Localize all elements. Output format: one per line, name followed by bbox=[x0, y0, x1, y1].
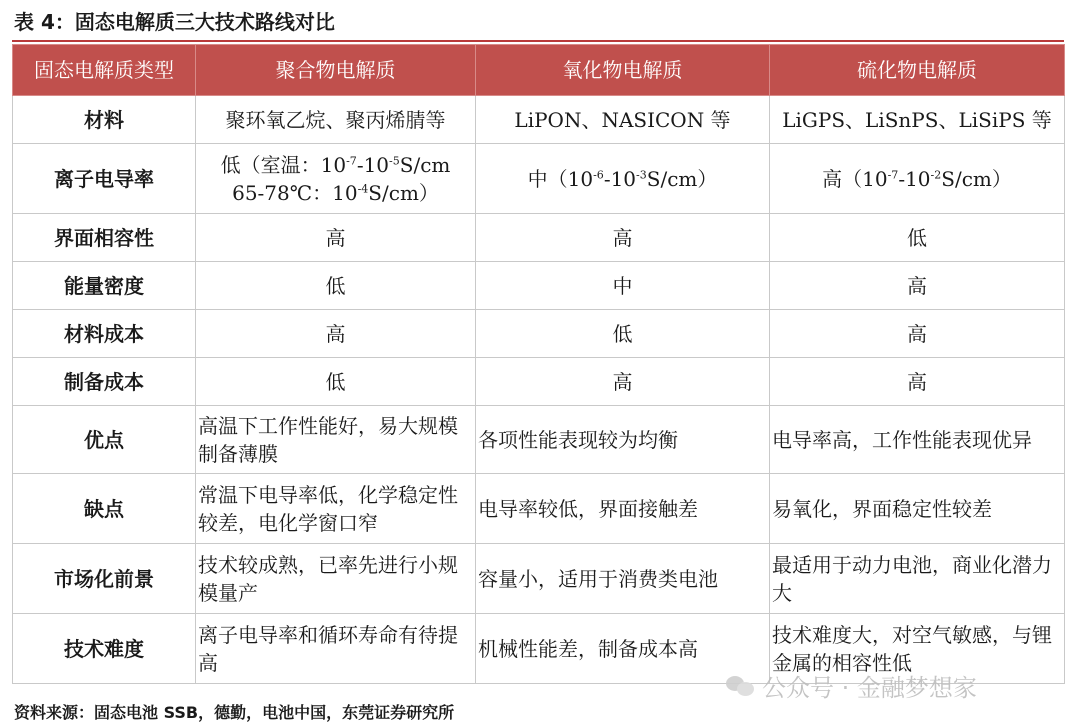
header-type: 固态电解质类型 bbox=[13, 45, 196, 96]
table-cell bbox=[196, 144, 476, 214]
row-label: 优点 bbox=[13, 406, 196, 474]
table-row bbox=[13, 96, 1065, 144]
header-row bbox=[13, 45, 1065, 96]
table-cell: 高$(10^{-7}-10^{-2}S/cm)$ bbox=[770, 144, 1065, 214]
table-cell: 容量小，适用于消费类电池 bbox=[476, 544, 770, 614]
table-cell: 低 bbox=[770, 214, 1065, 262]
table-cell: 离子电导率和循环寿命有待提高 bbox=[196, 614, 476, 684]
comparison-table bbox=[12, 44, 1065, 684]
table-cell: 高 bbox=[476, 214, 770, 262]
top-rule bbox=[12, 40, 1064, 42]
table-cell: LiPON、NASICON 等 bbox=[476, 96, 770, 144]
row-label: 材料 bbox=[13, 96, 196, 144]
table-cell: 各项性能表现较为均衡 bbox=[476, 406, 770, 474]
table-row bbox=[13, 214, 1065, 262]
table-cell: 低 bbox=[196, 262, 476, 310]
conductivity-polymer-line2: 65-78℃：$10^{-4}S/cm$） bbox=[232, 180, 439, 205]
table-cell: LiGPS、LiSnPS、LiSiPS 等 bbox=[770, 96, 1065, 144]
table-cell: 高 bbox=[770, 358, 1065, 406]
table-cell: 高 bbox=[770, 262, 1065, 310]
table-cell: 高 bbox=[196, 310, 476, 358]
table-row bbox=[13, 262, 1065, 310]
row-label: 材料成本 bbox=[13, 310, 196, 358]
row-label: 离子电导率 bbox=[13, 144, 196, 214]
table-cell: 高温下工作性能好，易大规模制备薄膜 bbox=[196, 406, 476, 474]
table-cell: 电导率高，工作性能表现优异 bbox=[770, 406, 1065, 474]
row-label: 制备成本 bbox=[13, 358, 196, 406]
table-cell: 低 bbox=[196, 358, 476, 406]
table-cell: 高 bbox=[476, 358, 770, 406]
table-cell: 高 bbox=[196, 214, 476, 262]
table-cell: 聚环氧乙烷、聚丙烯腈等 bbox=[196, 96, 476, 144]
table-cell: 易氧化，界面稳定性较差 bbox=[770, 474, 1065, 544]
row-label: 市场化前景 bbox=[13, 544, 196, 614]
table-row bbox=[13, 406, 1065, 474]
table-row bbox=[13, 358, 1065, 406]
table-row bbox=[13, 310, 1065, 358]
wechat-icon bbox=[726, 674, 756, 698]
table-cell: 最适用于动力电池，商业化潜力大 bbox=[770, 544, 1065, 614]
table-cell: 低 bbox=[476, 310, 770, 358]
source-note: 资料来源：固态电池 SSB，德勤，电池中国，东莞证券研究所 bbox=[14, 703, 455, 722]
table-row bbox=[13, 474, 1065, 544]
watermark-text: 公众号 · 金融梦想家 bbox=[762, 674, 977, 702]
watermark bbox=[726, 668, 977, 703]
header-sulfide: 硫化物电解质 bbox=[770, 45, 1065, 96]
table-cell: 技术难度大，对空气敏感，与锂金属的相容性低 bbox=[770, 614, 1065, 684]
table-cell: 电导率较低，界面接触差 bbox=[476, 474, 770, 544]
table-row bbox=[13, 544, 1065, 614]
row-label: 界面相容性 bbox=[13, 214, 196, 262]
row-label: 技术难度 bbox=[13, 614, 196, 684]
table-cell: 中 bbox=[476, 262, 770, 310]
table-cell: 高 bbox=[770, 310, 1065, 358]
table-caption: 表 4：固态电解质三大技术路线对比 bbox=[14, 10, 335, 34]
header-oxide: 氧化物电解质 bbox=[476, 45, 770, 96]
table-row bbox=[13, 144, 1065, 214]
conductivity-polymer-line1: 低（室温：$10^{-7}-10^{-5}S/cm$ bbox=[220, 152, 451, 177]
table-cell: 技术较成熟，已率先进行小规模量产 bbox=[196, 544, 476, 614]
table-cell: 中$(10^{-6}-10^{-3}S/cm)$ bbox=[476, 144, 770, 214]
row-label: 缺点 bbox=[13, 474, 196, 544]
table-cell: 常温下电导率低，化学稳定性较差，电化学窗口窄 bbox=[196, 474, 476, 544]
header-polymer: 聚合物电解质 bbox=[196, 45, 476, 96]
row-label: 能量密度 bbox=[13, 262, 196, 310]
table-cell: 机械性能差，制备成本高 bbox=[476, 614, 770, 684]
